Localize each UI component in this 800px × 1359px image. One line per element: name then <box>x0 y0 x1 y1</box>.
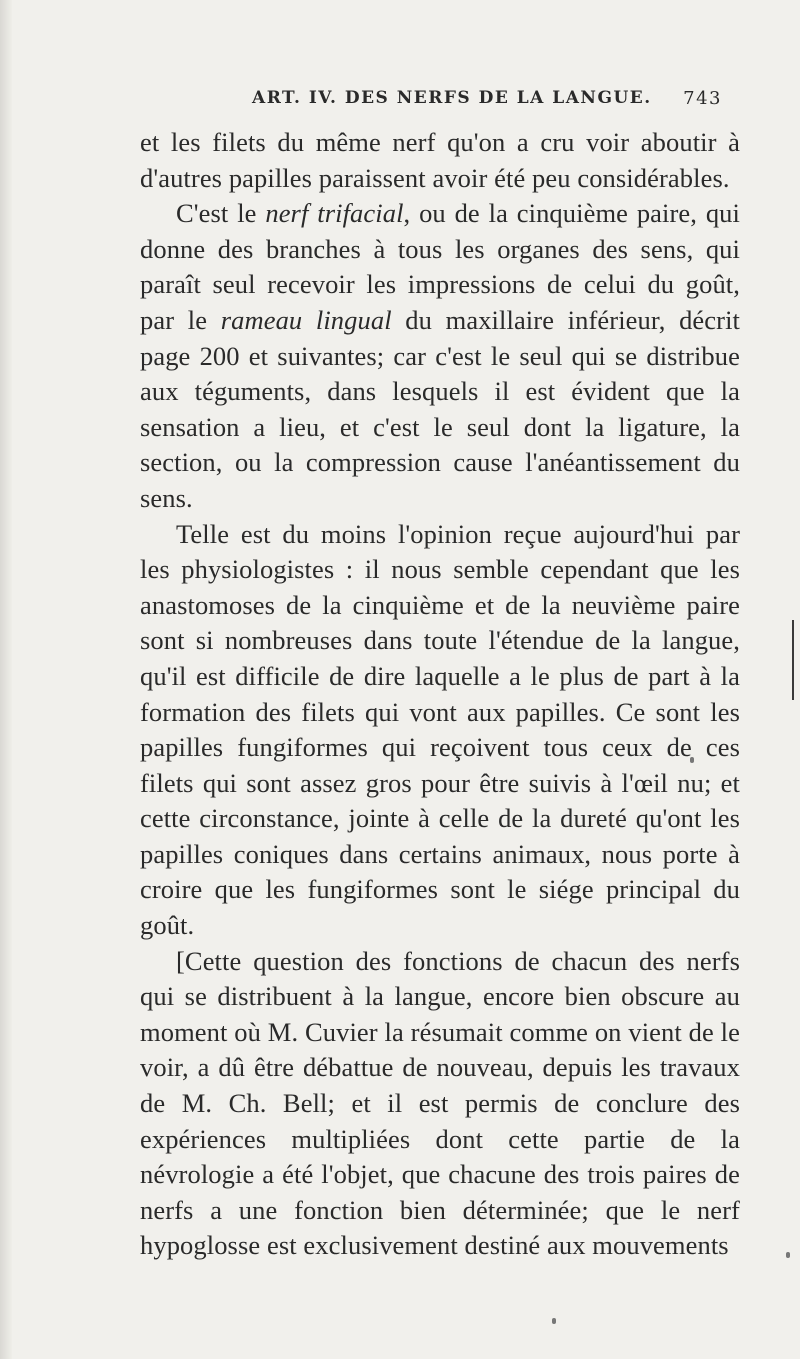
page-number: 743 <box>683 88 722 109</box>
text-run: C'est le <box>176 198 266 229</box>
italic-term: nerf trifacial <box>265 198 404 229</box>
margin-rule <box>792 620 794 700</box>
text-run: Telle est du moins l'opinion reçue aujourd'hui par les physiologistes : il nous semble cependant que les anastomoses de la cinquième et de la neuvième paire sont si nombreuses dans toute l'étendue de la langue, qu'il est difficile de dire laquelle a le plus de part à la formation des filets qui vont aux papilles. Ce sont les papilles fungiformes qui reçoivent tous ceux de ces filets qui sont assez gros pour être suivis à l'œil nu; et cette circonstance, jointe à celle de la dureté qu'ont les papilles coniques dans certains animaux, nous porte à croire que les fungiformes sont le siége principal du goût. <box>140 518 740 941</box>
page-edge-shadow <box>0 0 12 1359</box>
paragraph <box>140 944 740 1264</box>
text-body <box>140 125 740 1264</box>
paragraph <box>140 125 740 196</box>
text-run: [Cette question des fonctions de chacun des nerfs qui se distribuent à la langue, encore bien obscure au moment où M. Cuvier la résumait comme on vient de le voir, a dû être débattue de nouveau, depuis les travaux de M. Ch. Bell; et il est permis de conclure des expériences multipliées dont cette partie de la névrologie a été l'objet, que chacune des trois paires de nerfs a une fonction bien déterminée; que le nerf hypoglosse est exclusivement destiné aux mouvements <box>140 945 740 1261</box>
running-head: ART. IV. DES NERFS DE LA LANGUE. <box>252 88 652 108</box>
text-run: , ou de la cinquième paire, qui donne des branches à tous les organes des sens, qui paraît seul recevoir les impressions de celui du goût, par le <box>140 198 740 335</box>
text-run: du maxillaire inférieur, décrit page 200 et suivantes; car c'est le seul qui se distribue aux téguments, dans lesquels il est évident que la sensation a lieu, et c'est le seul dont la ligature, la section, ou la compression cause l'anéantissement du sens. <box>140 304 741 513</box>
paragraph <box>140 517 740 944</box>
page-header <box>252 88 722 112</box>
ink-speck <box>786 1252 790 1258</box>
ink-speck <box>552 1318 556 1324</box>
paragraph <box>140 196 740 516</box>
text-run: et les filets du même nerf qu'on a cru voir aboutir à d'autres papilles paraissent avoir été peu considérables. <box>140 127 740 193</box>
italic-term: rameau lingual <box>220 304 392 335</box>
